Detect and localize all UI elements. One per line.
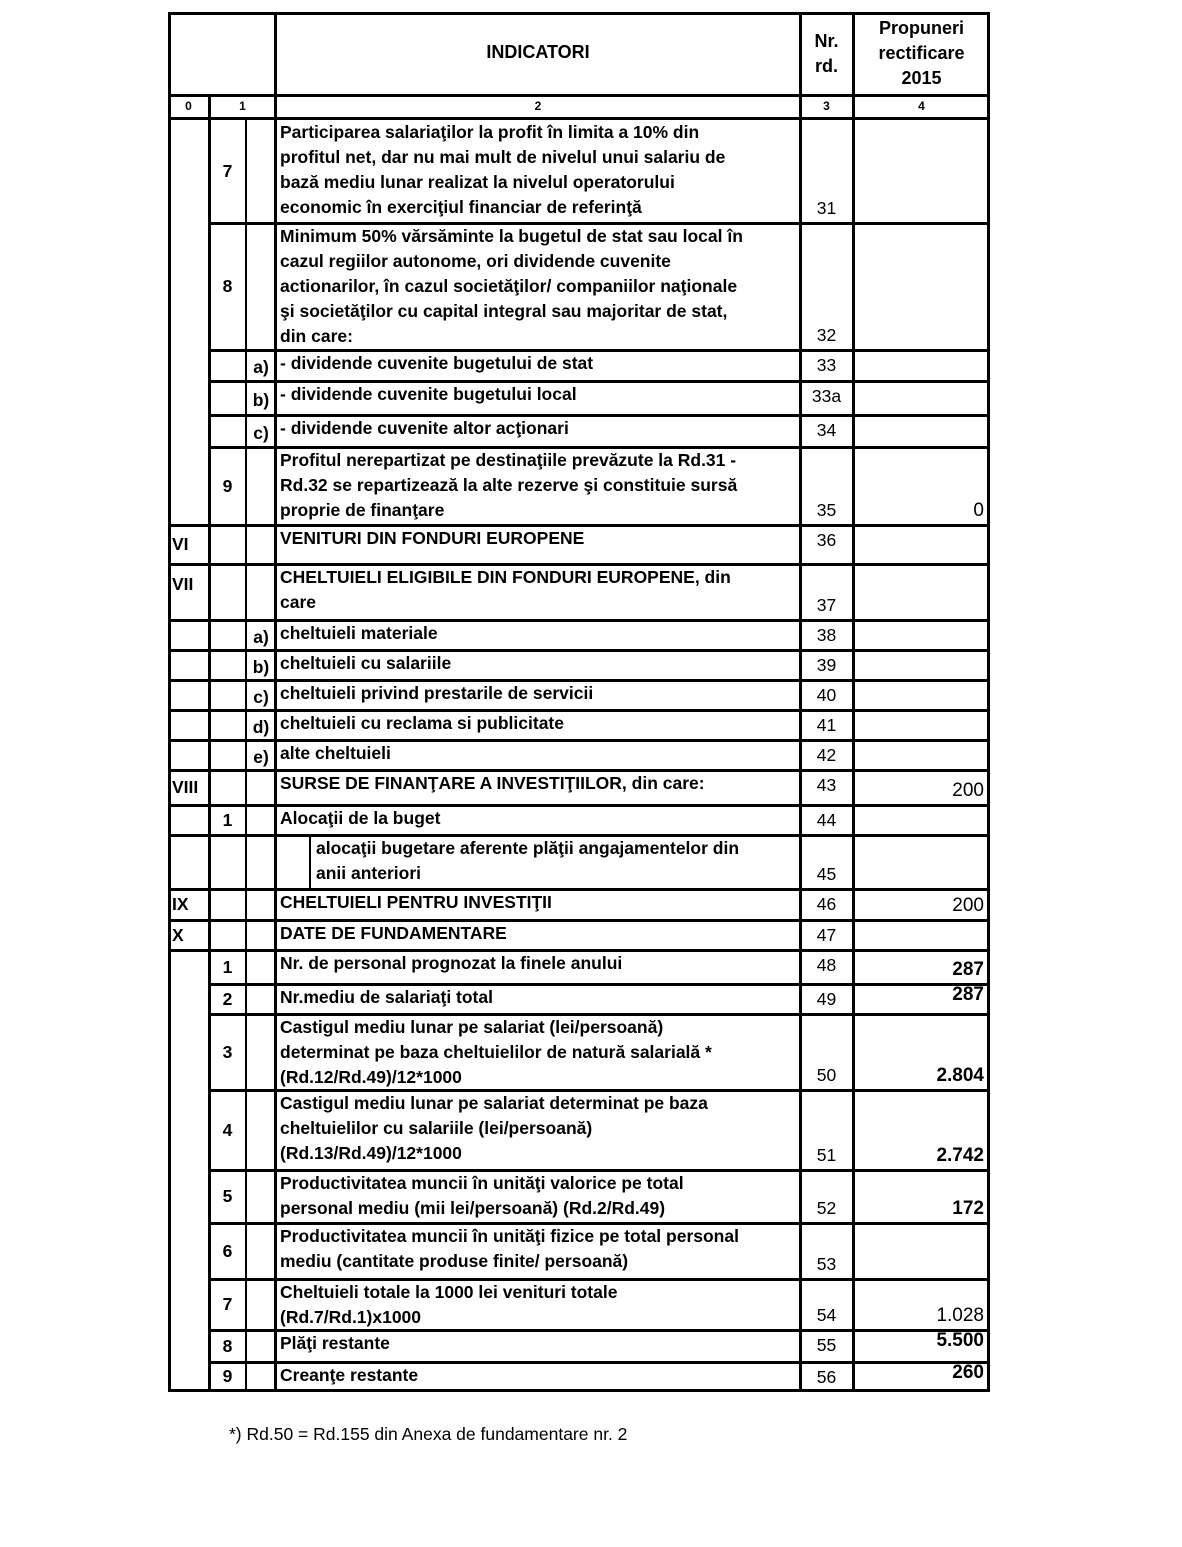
row-number: 39 <box>816 655 837 675</box>
column-index-3: 3 <box>823 99 830 113</box>
row-number: 54 <box>816 1305 837 1325</box>
proposal-value: 287 <box>952 959 984 980</box>
table-rule <box>208 680 211 710</box>
indicator-label: Creanţe restante <box>280 1365 419 1385</box>
table-rule <box>208 740 211 770</box>
proposal-value: 2.804 <box>936 1065 984 1086</box>
indicator-label: Castigul mediu lunar pe salariat determinat pe baza cheltuielilor cu salariile (lei/persoană) (Rd.13/Rd.49)/12*1000 <box>280 1093 708 1163</box>
roman-numeral: VII <box>172 573 194 594</box>
indicator-label: cheltuieli materiale <box>280 623 438 643</box>
roman-numeral: VI <box>172 534 189 554</box>
row-number: 41 <box>816 715 837 735</box>
proposal-value: 5.500 <box>936 1330 984 1351</box>
row-number: 42 <box>816 745 837 765</box>
column-index-2: 2 <box>534 99 542 113</box>
indicator-label: Productivitatea muncii în unităţi fizice pe total personal mediu (cantitate produse finite/ persoană) <box>280 1226 739 1271</box>
item-number: 8 <box>222 276 233 296</box>
table-rule <box>245 835 247 889</box>
row-number: 38 <box>816 625 837 645</box>
item-number: 7 <box>222 1294 233 1314</box>
sub-item-letter: a) <box>253 357 269 377</box>
indicator-label: Minimum 50% vărsăminte la bugetul de stat sau local în cazul regiilor autonome, ori dividende cuvenite actionarilor, în cazul societăţilor/ companiilor naţionale şi societăţilor cu capital integral sau majoritar de stat, din care: <box>280 226 743 346</box>
row-number: 34 <box>816 420 837 440</box>
header-propuneri: Propuneri rectificare 2015 <box>878 18 965 88</box>
sub-item-letter: c) <box>253 686 269 707</box>
indicator-label: Alocaţii de la buget <box>280 808 441 828</box>
table-rule <box>208 525 211 564</box>
table-rule <box>208 889 211 920</box>
indicator-label: alocaţii bugetare aferente plăţii angajamentelor din anii anteriori <box>316 838 740 883</box>
table-rule <box>245 564 247 620</box>
table-rule <box>168 1389 990 1392</box>
proposal-value: 287 <box>952 984 984 1005</box>
indicator-label: Productivitatea muncii în unităţi valorice pe total personal mediu (mii lei/persoană) (Rd.2/Rd.49) <box>280 1173 684 1218</box>
row-number: 49 <box>816 989 837 1009</box>
sub-item-letter: c) <box>253 422 269 443</box>
row-number: 48 <box>816 955 837 975</box>
proposal-value: 0 <box>973 500 984 521</box>
row-number: 56 <box>816 1367 837 1387</box>
item-number: 7 <box>222 160 233 181</box>
indicator-label: Castigul mediu lunar pe salariat (lei/persoană) determinat pe baza cheltuielilor de natură salarială * (Rd.12/Rd.49)/12*1000 <box>280 1017 712 1087</box>
item-number: 2 <box>222 988 233 1009</box>
indicator-label: SURSE DE FINANŢARE A INVESTIŢIILOR, din care: <box>280 773 705 793</box>
row-number: 47 <box>816 925 837 945</box>
indicator-label: - dividende cuvenite altor acţionari <box>280 418 569 438</box>
table-rule <box>208 770 211 805</box>
table-rule <box>168 12 171 1391</box>
sub-item-letter: b) <box>252 656 270 677</box>
row-number: 46 <box>816 894 837 914</box>
table-rule <box>168 12 990 15</box>
row-number: 52 <box>816 1198 837 1218</box>
table-rule <box>168 94 990 97</box>
indicator-label: - dividende cuvenite bugetului local <box>280 384 577 404</box>
row-number: 45 <box>816 864 837 884</box>
row-number: 36 <box>816 530 837 550</box>
roman-numeral: IX <box>172 894 189 914</box>
row-number: 33 <box>816 355 837 375</box>
table-rule <box>208 920 211 950</box>
indicator-label: CHELTUIELI PENTRU INVESTIŢII <box>280 892 552 912</box>
indicator-label: cheltuieli cu salariile <box>280 653 452 673</box>
table-rule <box>987 12 990 1391</box>
sub-item-letter: b) <box>252 389 270 410</box>
indicator-label: Profitul nerepartizat pe destinaţiile prevăzute la Rd.31 - Rd.32 se repartizează la alte rezerve şi constituie sursă proprie de finanţare <box>280 450 738 520</box>
item-number: 9 <box>222 1366 233 1386</box>
indicator-label: Plăţi restante <box>280 1333 390 1353</box>
item-number: 9 <box>222 475 233 496</box>
indicator-label: Nr. de personal prognozat la finele anului <box>280 953 623 973</box>
indicator-label: cheltuieli privind prestarile de servicii <box>280 683 594 703</box>
indicator-label: CHELTUIELI ELIGIBILE DIN FONDURI EUROPENE, din care <box>280 567 731 612</box>
indicator-label: Cheltuieli totale la 1000 lei venituri totale (Rd.7/Rd.1)x1000 <box>280 1282 618 1327</box>
table-rule <box>208 650 211 680</box>
table-rule <box>208 381 211 415</box>
header-indicatori: INDICATORI <box>486 42 590 62</box>
item-number: 3 <box>222 1041 233 1062</box>
row-number: 51 <box>816 1145 837 1165</box>
table-rule <box>208 835 211 889</box>
header-nr-rd: Nr. rd. <box>814 31 839 76</box>
table-rule <box>245 770 247 805</box>
roman-numeral: VIII <box>172 777 199 797</box>
column-index-1: 1 <box>239 99 246 113</box>
sub-item-letter: a) <box>253 626 269 647</box>
indicator-label: Nr.mediu de salariaţi total <box>280 987 493 1007</box>
indicator-label: cheltuieli cu reclama si publicitate <box>280 713 564 733</box>
indicator-label: alte cheltuieli <box>280 743 391 763</box>
table-rule <box>208 710 211 740</box>
financial-table <box>168 12 990 1391</box>
row-number: 40 <box>816 685 837 705</box>
proposal-value: 260 <box>952 1362 984 1383</box>
row-number: 35 <box>816 500 837 520</box>
row-number: 31 <box>816 198 837 218</box>
row-number: 55 <box>816 1335 837 1355</box>
indicator-label: Participarea salariaţilor la profit în limita a 10% din profitul net, dar nu mai mult de nivelul unui salariu de bază mediu lunar realizat la nivelul operatorului economic în exerciţiul financiar de referinţă <box>280 122 726 217</box>
item-number: 1 <box>222 956 233 977</box>
table-rule <box>208 350 211 381</box>
sub-item-letter: e) <box>253 746 269 767</box>
row-number: 32 <box>816 325 837 345</box>
proposal-value: 200 <box>952 780 984 801</box>
item-number: 6 <box>222 1240 233 1261</box>
row-number: 43 <box>816 775 837 795</box>
row-number: 50 <box>816 1065 837 1085</box>
proposal-value: 1.028 <box>936 1305 984 1326</box>
table-rule <box>245 525 247 564</box>
proposal-value: 2.742 <box>936 1145 984 1166</box>
proposal-value: 200 <box>952 895 984 916</box>
footnote: *) Rd.50 = Rd.155 din Anexa de fundamentare nr. 2 <box>229 1424 628 1444</box>
indicator-label: VENITURI DIN FONDURI EUROPENE <box>280 528 585 548</box>
row-number: 44 <box>816 810 837 830</box>
indicator-label: DATE DE FUNDAMENTARE <box>280 923 507 943</box>
item-number: 4 <box>222 1119 233 1140</box>
table-rule <box>208 620 211 650</box>
row-number: 33a <box>811 386 842 406</box>
table-rule <box>245 889 247 920</box>
table-rule <box>208 564 211 620</box>
proposal-value: 172 <box>952 1198 984 1219</box>
item-number: 5 <box>222 1186 233 1206</box>
roman-numeral: X <box>172 924 184 945</box>
column-index-0: 0 <box>185 99 192 113</box>
indicator-label: - dividende cuvenite bugetului de stat <box>280 353 594 373</box>
item-number: 8 <box>222 1335 233 1356</box>
table-rule <box>245 920 247 950</box>
table-rule <box>208 415 211 447</box>
item-number: 1 <box>222 809 233 830</box>
row-number: 37 <box>816 595 837 615</box>
table-rule <box>309 835 311 889</box>
column-index-4: 4 <box>918 99 925 113</box>
sub-item-letter: d) <box>252 716 270 737</box>
row-number: 53 <box>816 1254 837 1274</box>
